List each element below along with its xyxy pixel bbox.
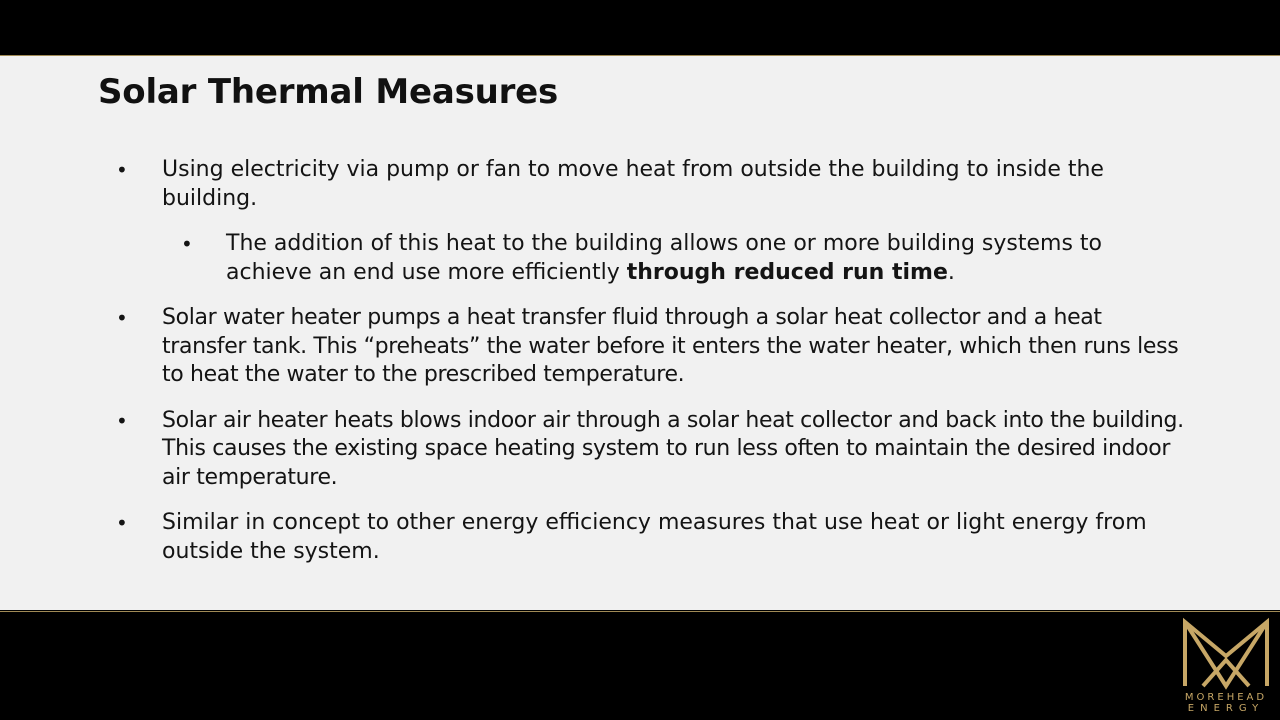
bullet-item <box>0 509 1192 566</box>
bullet-text <box>226 230 1192 287</box>
bullet-item <box>0 156 1192 213</box>
bottom-bar <box>0 611 1280 720</box>
bullet-text-regular: The addition of this heat to the building allows one or more building systems to achieve an end use more efficiently <box>226 231 1102 285</box>
top-bar <box>0 0 1280 56</box>
bullet-text: Using electricity via pump or fan to move heat from outside the building to inside the building. <box>162 157 1104 211</box>
bullet-dot: • <box>116 408 128 433</box>
logo-text-line1: MOREHEAD <box>1184 692 1268 703</box>
sub-bullet-item <box>0 230 1192 287</box>
bullet-dot: • <box>116 511 128 535</box>
bullet-dot: • <box>116 306 128 330</box>
bullet-item <box>0 304 1192 390</box>
bullet-list <box>0 156 1280 583</box>
bullet-text: Solar air heater heats blows indoor air through a solar heat collector and back into the building. This causes the existing space heating system to run less often to maintain the desired indoor air temperature. <box>162 407 1184 490</box>
bullet-dot: • <box>181 232 193 256</box>
bullet-text: Solar water heater pumps a heat transfer fluid through a solar heat collector and a heat transfer tank. This “preheats” the water before it enters the water heater, which then runs less to heat the water to the prescribed temperature. <box>162 305 1179 387</box>
bullet-dot: • <box>116 158 128 182</box>
logo-mark-icon <box>1179 616 1273 690</box>
bullet-text: Similar in concept to other energy efficiency measures that use heat or light energy from outside the system. <box>162 510 1147 564</box>
bullet-text-bold: through reduced run time <box>626 259 948 285</box>
bullet-item <box>0 407 1192 493</box>
morehead-energy-logo <box>1179 616 1273 716</box>
bullet-text-suffix: . <box>947 259 955 285</box>
logo-text-line2: ENERGY <box>1187 703 1265 714</box>
slide-title: Solar Thermal Measures <box>98 72 559 112</box>
